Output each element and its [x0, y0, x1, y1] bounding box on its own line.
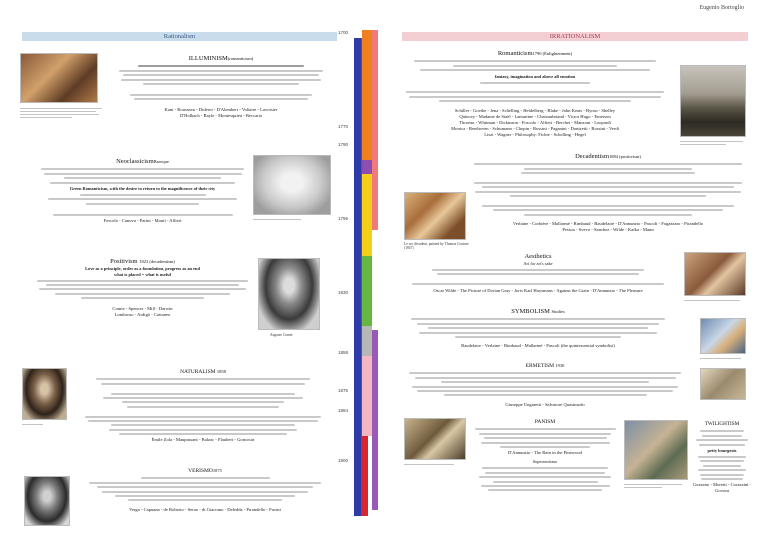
section-title: Positivism 1823 (decadentism): [110, 258, 175, 265]
panism-caption: [404, 462, 466, 467]
section-title: SYMBOLISM Studies: [511, 308, 565, 315]
timeline-side-green: [362, 256, 372, 326]
timeline-side-orange: [362, 30, 372, 170]
illuminism-painting-caption: [20, 106, 106, 120]
timeline-year: 1884: [338, 408, 349, 413]
timeline-side-yellow: [362, 174, 372, 256]
section-title: NeoclassicismBaroque: [116, 158, 169, 165]
romanticism-authors-4: Monica - Beethoven - Schumann - Chopin - Rossini - Paganini - Donizetti - Rossini - Verdi: [451, 125, 619, 131]
section-title: VERISMO1875: [188, 468, 222, 474]
romanticism-lead: fantasy, imagination and above all emotion: [494, 73, 576, 79]
neoclassicism-lead: Green Romanticism, with the desire to return to the magnificence of their city: [69, 185, 216, 191]
section-twilightism: [690, 420, 754, 494]
section-neoclassicism: [30, 158, 255, 224]
neoclassicism-authors: Foscolo - Canova - Parini - Monti - Alfieri: [103, 217, 182, 223]
wanderer-painting: [680, 65, 746, 137]
timeline-side-violet: [372, 330, 378, 510]
symbolism-authors: Baudelaire - Verlaine - Rimbaud - Mallarmé - Pascoli (the quintessential symbolist): [461, 343, 615, 349]
timeline-bar-blue: [354, 38, 361, 516]
aesthetics-lead: Art for art's sake: [523, 261, 553, 266]
section-title: Aesthetics: [524, 253, 552, 260]
section-title: TWILIGHTISM: [704, 421, 740, 427]
twilightism-authors: Gozzano - Moretti - Corazzini - Govoni: [692, 482, 752, 494]
section-verismo: [76, 467, 334, 513]
twilightism-painting: [624, 420, 688, 480]
illuminism-authors-2: D'Holbach - Bayle - Montesquieu - Beccaria: [180, 112, 262, 118]
illuminism-painting: [20, 53, 98, 103]
right-column-header: IRRATIONALISM: [402, 32, 748, 41]
section-title: Decadentism1884 (positivism): [575, 153, 641, 160]
decadentism-authors-2: Pessoa - Svevo - Sanchez - Wilde - Kafka - Mann: [562, 227, 654, 233]
section-title: ERMETISM 1930: [525, 363, 565, 369]
section-title: NATURALISM 1858: [180, 369, 226, 375]
panism-lead: Superomismo: [532, 459, 558, 465]
neoclassicism-sculpture: [253, 155, 331, 215]
timeline-year: 1900: [338, 458, 349, 463]
naturalism-authors: Émile Zola - Maupassant - Balzac - Flaubert - Goncourt: [151, 437, 255, 443]
section-aesthetics: [398, 253, 678, 294]
timeline-year: 1700: [338, 30, 349, 35]
romanticism-authors: Schiller - Goethe - Jena - Schelling - Heidelberg - Blake - John Keats - Byron - Shelley: [454, 107, 616, 113]
romanticism-authors-3: Thoreau - Whitman - Dickinson - Foscolo - Alfieri - Berchet - Manzoni - Leopardi: [459, 119, 611, 125]
verga-portrait: [24, 476, 70, 526]
timeline-side-red: [372, 30, 378, 230]
page-author: Eugenio Bortoglio: [699, 5, 744, 11]
comte-caption: Auguste Comte: [270, 333, 293, 337]
zola-portrait: [22, 368, 67, 420]
decadent-painting: [404, 192, 466, 240]
section-title: PANISM: [534, 419, 556, 425]
ermetism-painting: [700, 368, 746, 400]
section-illuminism: [110, 55, 332, 119]
aesthetics-painting: [684, 252, 746, 296]
section-decadentism: [468, 153, 748, 233]
aesthetics-caption: [684, 298, 746, 303]
timeline-year: 1770: [338, 124, 349, 129]
wanderer-caption: [680, 139, 746, 147]
positivism-lead-2: what is placed = what is useful: [114, 271, 171, 277]
section-romanticism: [398, 50, 672, 138]
positivism-lead: Love as a principle, order as a foundation, progress as an end: [85, 266, 200, 271]
timeline-year: 1875: [338, 388, 349, 393]
section-title: Romanticism1790 (Enlightenment): [497, 50, 573, 57]
timeline-year: 1790: [338, 142, 349, 147]
twilightism-caption: [624, 482, 688, 490]
ermetism-authors: Giuseppe Ungaretti - Salvatore Quasimodo: [505, 401, 585, 407]
illuminism-authors: Kant - Rousseau - Diderot - D'Alembert - Voltaire - Lavoisier: [164, 106, 278, 112]
section-symbolism: [400, 308, 676, 349]
romanticism-authors-5: Liszt - Wagner - Philosophy: Fichte - Schelling - Hegel: [484, 131, 586, 137]
positivism-authors-2: Lombroso - Ardigò - Cattaneo: [114, 311, 171, 317]
section-positivism: [30, 258, 255, 318]
section-ermetism: [400, 362, 690, 408]
symbolism-painting: [700, 318, 746, 354]
section-title: ILLUMINISM(romanticism): [188, 55, 254, 62]
decadentism-authors: Verlaine - Corbière - Mallarmé - Rimbaud - Baudelaire - D'Annunzio - Pascoli - Fogazzaro - Pirandello: [512, 221, 704, 227]
timeline-year: 1830: [338, 290, 349, 295]
panism-work: D'Annunzio - The Rain in the Pinewood: [508, 450, 582, 456]
left-column-header: Rationalism: [22, 32, 337, 41]
romanticism-authors-2: Quincey - Madame de Staël - Lamartine - Chateaubriand - Victor Hugo - Emerson: [459, 113, 611, 119]
timeline: [338, 30, 362, 525]
section-naturalism: [72, 368, 334, 443]
section-panism: [470, 418, 620, 494]
symbolism-caption: [700, 356, 746, 361]
timeline-year: 1858: [338, 350, 349, 355]
zola-caption: [22, 422, 52, 427]
verismo-authors: Verga - Capuana - de Roberto - Serao - di Giacomo - Deledda - Pirandello - Fucini: [129, 506, 281, 512]
timeline-side-grey: [362, 326, 372, 356]
positivism-authors: Comte - Spencer - Mill - Darwin: [112, 305, 173, 311]
twilightism-lead: petty bourgeois: [707, 447, 737, 453]
timeline-side-pink: [362, 356, 372, 436]
timeline-year: 1796: [338, 216, 349, 221]
neoclassicism-caption: [253, 217, 313, 222]
aesthetics-works: Oscar Wilde - The Picture of Dorian Gray - Joris Karl Huysmans - Against the Grain - D'Annunzio - The Pleasure: [433, 287, 643, 293]
timeline-side-purple: [362, 160, 372, 174]
panism-painting: [404, 418, 466, 460]
decadent-painting-caption: Le sec décadent, painted by Thomas Couture (1847): [404, 242, 469, 250]
comte-portrait: [258, 258, 320, 330]
